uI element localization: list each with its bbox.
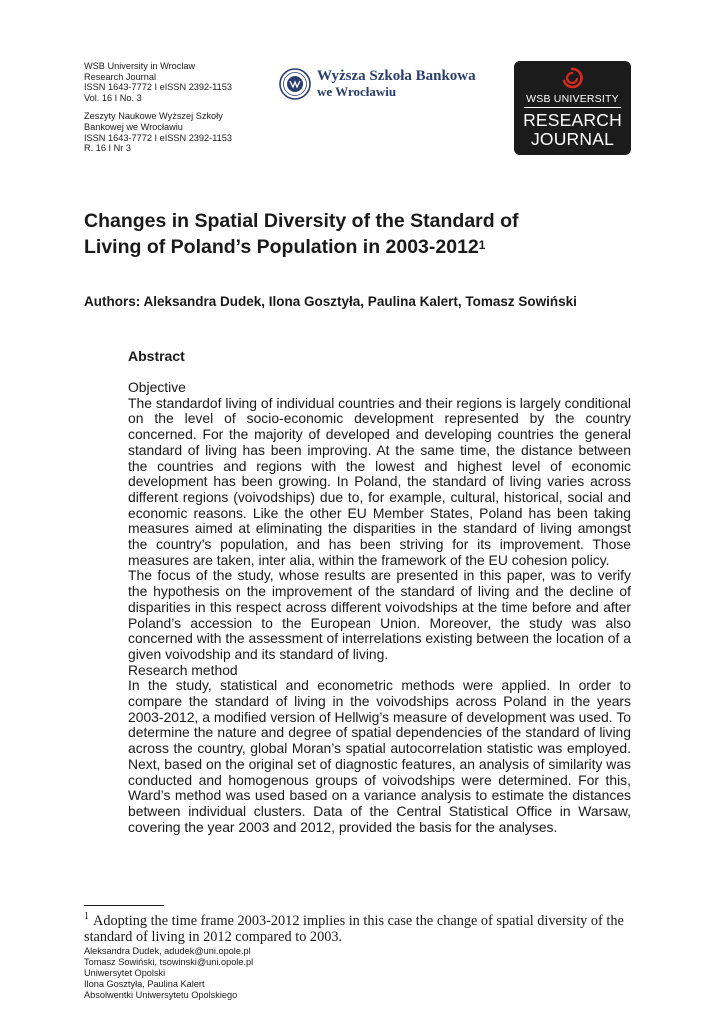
affiliation-line: Absolwentki Uniwersytetu Opolskiego bbox=[84, 990, 238, 1000]
badge-divider bbox=[524, 107, 621, 108]
school-name: Wyższa Szkoła Bankowa bbox=[317, 68, 476, 84]
metadata-line: ISSN 1643-7772 I eISSN 2392-1153 bbox=[84, 82, 232, 93]
school-city: we Wrocławiu bbox=[317, 84, 397, 99]
badge-research: RESEARCH bbox=[523, 110, 622, 130]
metadata-line: WSB University in Wroclaw bbox=[84, 61, 196, 71]
metadata-line: Research Journal bbox=[84, 71, 157, 82]
title-footnote-mark: 1 bbox=[478, 238, 486, 252]
affiliation-line: Tomasz Sowiński, tsowinski@uni.opole.pl bbox=[84, 957, 254, 967]
badge-journal: JOURNAL bbox=[530, 129, 615, 149]
abstract-body bbox=[128, 380, 631, 835]
footnote-text: Adopting the time frame 2003-2012 implies in this case the change of spatial diversity of the standard of living in 2012 compared to 2003. bbox=[84, 912, 624, 945]
method-label: Research method bbox=[128, 661, 238, 678]
footnote bbox=[84, 909, 632, 945]
journal-badge bbox=[514, 61, 631, 155]
method-paragraph: In the study, statistical and econometric methods were applied. In order to compare the standard of living in the voivodships across Poland in the years 2003-2012, a modified version of Hellwig’s measure of development was used. To determine the nature and degree of spatial dependencies of the standard of living across the country, global Moran’s spatial autocorrelation statistic was employed. Next, based on the original set of diagnostic features, an analysis of similarity was conducted and homogenous groups of voivodships were determined. For this, Ward’s method was used based on a variance analysis to estimate the distances between individual clusters. Data of the Central Statistical Office in Warsaw, covering the year 2003 and 2012, provided the basis for the analyses. bbox=[128, 677, 631, 835]
metadata-line: Zeszyty Naukowe Wyższej Szkoły bbox=[84, 111, 223, 122]
author-affiliations bbox=[84, 946, 253, 1001]
school-logo bbox=[279, 66, 479, 106]
affiliation-line: Aleksandra Dudek, adudek@uni.opole.pl bbox=[84, 946, 251, 956]
swirl-logo-icon bbox=[561, 67, 583, 89]
journal-metadata bbox=[84, 61, 232, 162]
objective-paragraph-2: The focus of the study, whose results are presented in this paper, was to verify the hypothesis on the improvement of the standard of living and the decline of disparities in this respect across different voivodships at the time before and after Poland’s accession to the European Union. Moreover, the study was also concerned with the assessment of interrelations existing between the location of a given voivodship and its standard of living. bbox=[128, 567, 631, 662]
affiliation-line: Uniwersytet Opolski bbox=[84, 968, 166, 978]
metadata-line: Bankowej we Wrocławiu bbox=[84, 121, 183, 132]
journal-metadata-english bbox=[84, 61, 232, 103]
affiliation-line: Ilona Gosztyła, Paulina Kalert bbox=[84, 979, 205, 989]
objective-paragraph-1: The standardof living of individual countries and their regions is largely conditional on the level of socio-economic development represented by the country concerned. For the majority of developed and developing countries the general standard of living has been improving. At the same time, the distance between the countries and regions with the lowest and highest level of economic development has been growing. In Poland, the standard of living varies across different regions (voivodships) due to, for example, cultural, historical, social and economic reasons. Like the other EU Member States, Poland has been taking measures aimed at eliminating the disparities in the standard of living amongst the country’s population, and has been striving for its improvement. Those measures are taken, inter alia, within the framework of the EU cohesion policy. bbox=[128, 394, 631, 568]
footnote-divider bbox=[84, 905, 164, 906]
badge-university: WSB UNIVERSITY bbox=[526, 93, 619, 105]
abstract-heading: Abstract bbox=[128, 348, 185, 364]
title-line-1: Changes in Spatial Diversity of the Standard of bbox=[84, 210, 519, 232]
authors-line: Authors: Aleksandra Dudek, Ilona Gosztyła, Paulina Kalert, Tomasz Sowiński bbox=[84, 294, 577, 309]
journal-metadata-polish bbox=[84, 111, 232, 153]
metadata-line: R. 16 I Nr 3 bbox=[84, 143, 131, 154]
metadata-line: Vol. 16 I No. 3 bbox=[84, 92, 142, 103]
title-line-2: Living of Poland’s Population in 2003-2012 bbox=[84, 236, 479, 258]
objective-label: Objective bbox=[128, 379, 186, 395]
footnote-mark: 1 bbox=[84, 911, 89, 922]
school-seal-icon bbox=[279, 68, 311, 100]
article-title bbox=[84, 208, 644, 260]
metadata-line: ISSN 1643-7772 I eISSN 2392-1153 bbox=[84, 132, 232, 143]
